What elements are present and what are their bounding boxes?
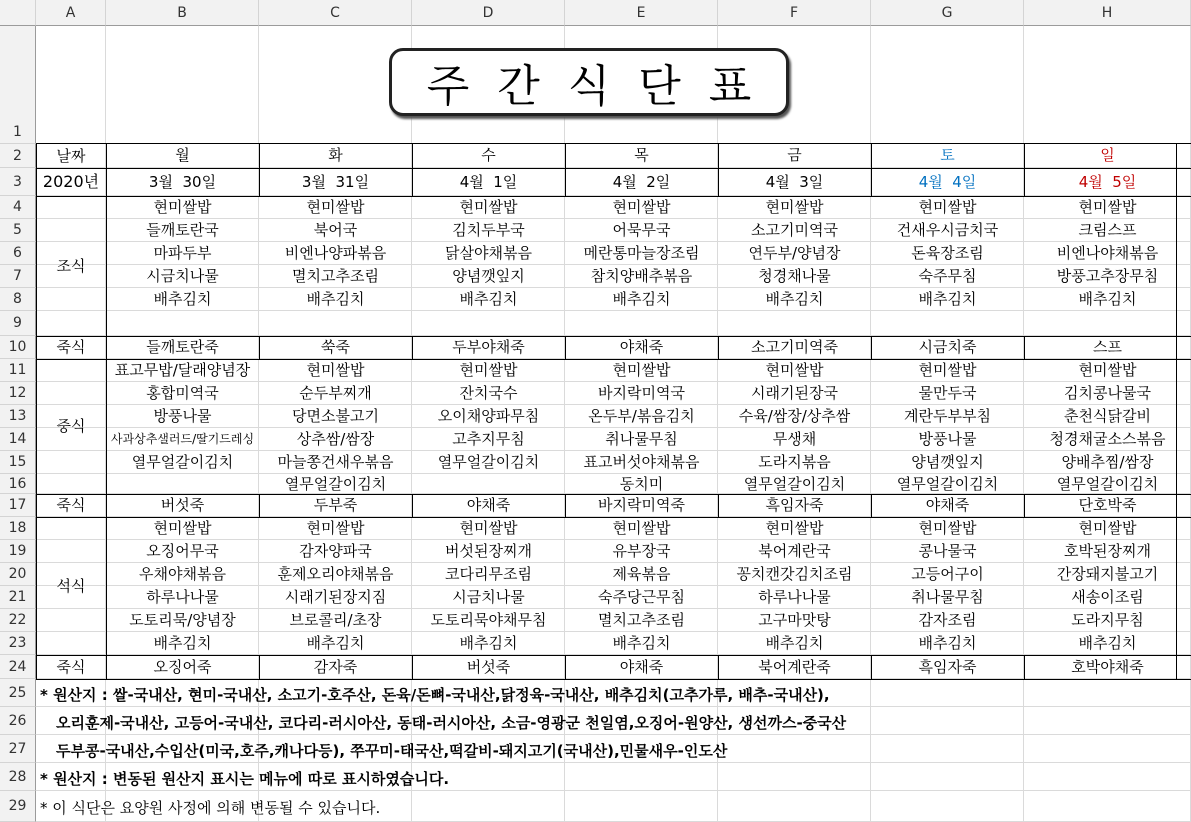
column-header-d[interactable]: D xyxy=(412,0,565,26)
date-cell: 4월 4일 xyxy=(918,173,977,191)
breakfast-item: 마파두부 xyxy=(153,244,212,262)
dinner-item: 코다리무조림 xyxy=(445,565,532,583)
meal-label-breakfast: 조식 xyxy=(56,257,86,275)
breakfast-item: 현미쌀밥 xyxy=(918,198,977,216)
breakfast-item: 북어국 xyxy=(313,221,358,239)
weekday-header: 토 xyxy=(940,146,955,164)
row-header[interactable]: 19 xyxy=(0,540,36,563)
breakfast-item: 양념깻잎지 xyxy=(452,267,525,285)
date-cell: 3월 30일 xyxy=(148,173,217,191)
dinner-item: 오징어무국 xyxy=(146,542,219,560)
dinner-item: 간장돼지불고기 xyxy=(1056,565,1159,583)
dinner-item: 우채야채볶음 xyxy=(139,565,226,583)
row-header[interactable]: 28 xyxy=(0,763,36,791)
dinner-item: 호박된장찌개 xyxy=(1064,542,1151,560)
meal-label-porridge-am: 죽식 xyxy=(56,338,86,356)
dinner-item: 감자양파국 xyxy=(299,542,372,560)
breakfast-item: 현미쌀밥 xyxy=(1078,198,1137,216)
breakfast-item: 소고기미역국 xyxy=(751,221,838,239)
breakfast-item: 배추김치 xyxy=(765,290,824,308)
dinner-item: 배추김치 xyxy=(918,634,977,652)
porridge-item: 들깨토란죽 xyxy=(146,338,219,356)
lunch-item: 방풍나물 xyxy=(918,430,977,448)
dinner-item: 취나물무침 xyxy=(911,588,984,606)
dinner-item: 새송이조림 xyxy=(1071,588,1144,606)
column-header-b[interactable]: B xyxy=(106,0,259,26)
porridge-item: 흑임자죽 xyxy=(765,496,824,514)
row-header[interactable]: 18 xyxy=(0,517,36,540)
gridline xyxy=(36,706,1191,707)
row-header[interactable]: 15 xyxy=(0,451,36,474)
breakfast-item: 비엔나야채볶음 xyxy=(1056,244,1159,262)
lunch-item: 취나물무침 xyxy=(605,430,678,448)
column-header-h[interactable]: H xyxy=(1024,0,1191,26)
origin-note-4: * 원산지 : 변동된 원산지 표시는 메뉴에 따로 표시하였습니다. xyxy=(40,770,450,788)
date-cell: 4월 3일 xyxy=(765,173,824,191)
row-header[interactable]: 9 xyxy=(0,311,36,336)
breakfast-item: 시금치나물 xyxy=(146,267,219,285)
breakfast-item: 배추김치 xyxy=(459,290,518,308)
origin-note-2: 오리훈제-국내산, 고등어-국내산, 코다리-러시아산, 동태-러시아산, 소금-영광군 천일염,오징어-원양산, 생선까스-중국산 xyxy=(56,714,847,732)
column-header-g[interactable]: G xyxy=(871,0,1024,26)
column-header-f[interactable]: F xyxy=(718,0,871,26)
breakfast-item xyxy=(565,311,718,336)
row-header[interactable]: 11 xyxy=(0,359,36,382)
dinner-item: 멸치고추조림 xyxy=(598,611,685,629)
porridge-item: 버섯죽 xyxy=(160,496,205,514)
row-header[interactable]: 20 xyxy=(0,563,36,586)
weekday-header: 화 xyxy=(328,146,343,164)
dinner-item: 하루나나물 xyxy=(758,588,831,606)
lunch-item: 김치콩나물국 xyxy=(1064,384,1151,402)
row-header[interactable]: 1 xyxy=(0,26,36,144)
row-header[interactable]: 5 xyxy=(0,219,36,242)
weekday-header: 수 xyxy=(481,146,496,164)
lunch-item: 수육/쌈장/상추쌈 xyxy=(738,407,851,425)
lunch-item: 양배추찜/쌈장 xyxy=(1061,453,1154,471)
row-header[interactable]: 21 xyxy=(0,586,36,609)
porridge-item: 야채죽 xyxy=(466,496,511,514)
lunch-item: 도라지볶음 xyxy=(758,453,831,471)
breakfast-item xyxy=(106,311,259,336)
meal-label-porridge-night: 죽식 xyxy=(56,658,86,676)
lunch-item: 열무얼갈이김치 xyxy=(284,475,387,493)
breakfast-item: 멸치고추조림 xyxy=(292,267,379,285)
lunch-item: 오이채양파무침 xyxy=(437,407,540,425)
row-header[interactable]: 10 xyxy=(0,336,36,359)
lunch-item: 무생채 xyxy=(772,430,817,448)
dinner-item: 현미쌀밥 xyxy=(153,519,212,537)
row-header[interactable]: 23 xyxy=(0,632,36,655)
lunch-item: 잔치국수 xyxy=(459,384,518,402)
lunch-item: 온두부/볶음김치 xyxy=(588,407,695,425)
lunch-item: 열무얼갈이김치 xyxy=(437,453,540,471)
dinner-item: 유부장국 xyxy=(612,542,671,560)
date-cell: 4월 2일 xyxy=(612,173,671,191)
breakfast-item: 현미쌀밥 xyxy=(765,198,824,216)
table-border xyxy=(36,679,1191,680)
lunch-item: 현미쌀밥 xyxy=(306,361,365,379)
select-all-corner[interactable] xyxy=(0,0,36,26)
dinner-item: 현미쌀밥 xyxy=(918,519,977,537)
origin-note-1: * 원산지 : 쌀-국내산, 현미-국내산, 소고기-호주산, 돈육/돈뼈-국내산,닭정육-국내산, 배추김치(고추가루, 배추-국내산), xyxy=(40,686,830,704)
row-header[interactable]: 27 xyxy=(0,735,36,763)
row-header[interactable]: 26 xyxy=(0,707,36,735)
row-header[interactable]: 16 xyxy=(0,474,36,494)
breakfast-item: 연두부/양념장 xyxy=(748,244,841,262)
dinner-item: 배추김치 xyxy=(612,634,671,652)
weekday-header: 목 xyxy=(634,146,649,164)
dinner-item: 숙주당근무침 xyxy=(598,588,685,606)
breakfast-item: 배추김치 xyxy=(153,290,212,308)
breakfast-item: 건새우시금치국 xyxy=(896,221,999,239)
porridge-item: 두부죽 xyxy=(313,496,358,514)
row-header[interactable]: 6 xyxy=(0,242,36,265)
row-header[interactable]: 29 xyxy=(0,791,36,822)
porridge-item: 흑임자죽 xyxy=(918,658,977,676)
dinner-item: 배추김치 xyxy=(153,634,212,652)
porridge-item: 바지락미역죽 xyxy=(598,496,685,514)
breakfast-item: 배추김치 xyxy=(1078,290,1137,308)
dinner-item: 현미쌀밥 xyxy=(306,519,365,537)
porridge-item: 야채죽 xyxy=(925,496,970,514)
lunch-item: 열무얼갈이김치 xyxy=(131,453,234,471)
schedule-note: * 이 식단은 요양원 사정에 의해 변동될 수 있습니다. xyxy=(40,799,381,817)
lunch-item: 계란두부부침 xyxy=(904,407,991,425)
row-header[interactable]: 7 xyxy=(0,265,36,288)
weekday-header: 월 xyxy=(175,146,190,164)
breakfast-item: 방풍고추장무침 xyxy=(1056,267,1159,285)
column-header-a[interactable]: A xyxy=(36,0,106,26)
row-header[interactable]: 25 xyxy=(0,679,36,707)
porridge-item: 야채죽 xyxy=(619,658,664,676)
breakfast-item xyxy=(871,311,1024,336)
meal-label-lunch: 중식 xyxy=(56,417,86,435)
meal-label-porridge-pm: 죽식 xyxy=(56,496,86,514)
lunch-item: 당면소불고기 xyxy=(292,407,379,425)
lunch-item: 홍합미역국 xyxy=(146,384,219,402)
dinner-item: 배추김치 xyxy=(459,634,518,652)
porridge-item: 버섯죽 xyxy=(466,658,511,676)
lunch-item: 사과상추샐러드/딸기드레싱 xyxy=(110,432,255,446)
breakfast-item: 참치양배추볶음 xyxy=(590,267,693,285)
year-label: 2020년 xyxy=(42,172,100,191)
porridge-item: 단호박죽 xyxy=(1078,496,1137,514)
gridline xyxy=(36,762,1191,763)
porridge-item: 시금치죽 xyxy=(918,338,977,356)
row-header[interactable]: 24 xyxy=(0,655,36,679)
breakfast-item: 현미쌀밥 xyxy=(153,198,212,216)
breakfast-item: 비엔나양파볶음 xyxy=(284,244,387,262)
breakfast-item: 크림스프 xyxy=(1078,221,1137,239)
dinner-item: 버섯된장찌개 xyxy=(445,542,532,560)
lunch-item: 현미쌀밥 xyxy=(459,361,518,379)
breakfast-item: 현미쌀밥 xyxy=(459,198,518,216)
lunch-item: 시래기된장국 xyxy=(751,384,838,402)
dinner-item: 배추김치 xyxy=(765,634,824,652)
lunch-item: 열무얼갈이김치 xyxy=(743,475,846,493)
breakfast-item: 닭살야채볶음 xyxy=(445,244,532,262)
dinner-item: 훈제오리야채볶음 xyxy=(277,565,394,583)
row-header[interactable]: 17 xyxy=(0,494,36,517)
lunch-item: 표고버섯야채볶음 xyxy=(583,453,700,471)
lunch-item: 방풍나물 xyxy=(153,407,212,425)
row-header[interactable]: 4 xyxy=(0,196,36,219)
breakfast-item: 김치두부국 xyxy=(452,221,525,239)
date-cell: 3월 31일 xyxy=(301,173,370,191)
lunch-item: 바지락미역국 xyxy=(598,384,685,402)
lunch-item: 표고무밥/달래양념장 xyxy=(114,361,251,379)
dinner-item: 브로콜리/초장 xyxy=(289,611,382,629)
breakfast-item: 돈육장조림 xyxy=(911,244,984,262)
porridge-item: 오징어죽 xyxy=(153,658,212,676)
breakfast-item xyxy=(1024,311,1191,336)
date-cell: 4월 5일 xyxy=(1078,173,1137,191)
title-box xyxy=(389,48,789,116)
lunch-item: 춘천식닭갈비 xyxy=(1064,407,1151,425)
date-label: 날짜 xyxy=(56,147,86,165)
porridge-item: 감자죽 xyxy=(313,658,358,676)
dinner-item: 고구마맛탕 xyxy=(758,611,831,629)
lunch-item: 상추쌈/쌈장 xyxy=(296,430,375,448)
lunch-item: 현미쌀밥 xyxy=(765,361,824,379)
dinner-item: 꽁치캔갓김치조림 xyxy=(736,565,853,583)
lunch-item xyxy=(412,474,565,494)
lunch-item: 현미쌀밥 xyxy=(612,361,671,379)
dinner-item: 도토리묵야채무침 xyxy=(430,611,547,629)
lunch-item: 동치미 xyxy=(619,475,664,493)
weekday-header: 금 xyxy=(787,146,802,164)
breakfast-item: 현미쌀밥 xyxy=(306,198,365,216)
dinner-item: 현미쌀밥 xyxy=(459,519,518,537)
dinner-item: 시래기된장지짐 xyxy=(284,588,387,606)
lunch-item: 현미쌀밥 xyxy=(918,361,977,379)
breakfast-item: 현미쌀밥 xyxy=(612,198,671,216)
lunch-item xyxy=(106,474,259,494)
dinner-item: 콩나물국 xyxy=(918,542,977,560)
dinner-item: 배추김치 xyxy=(306,634,365,652)
row-header[interactable]: 13 xyxy=(0,405,36,428)
row-header[interactable]: 12 xyxy=(0,382,36,405)
lunch-item: 청경채굴소스볶음 xyxy=(1049,430,1166,448)
lunch-item: 물만두국 xyxy=(918,384,977,402)
gridline xyxy=(36,790,1191,791)
dinner-item: 제육볶음 xyxy=(612,565,671,583)
dinner-item: 현미쌀밥 xyxy=(612,519,671,537)
dinner-item: 고등어구이 xyxy=(911,565,984,583)
column-header-c[interactable]: C xyxy=(259,0,412,26)
lunch-item: 열무얼갈이김치 xyxy=(1056,475,1159,493)
dinner-item: 시금치나물 xyxy=(452,588,525,606)
breakfast-item: 배추김치 xyxy=(612,290,671,308)
origin-note-3: 두부콩-국내산,수입산(미국,호주,캐나다등), 쭈꾸미-태국산,떡갈비-돼지고기(국내산),민물새우-인도산 xyxy=(56,742,728,760)
lunch-item: 열무얼갈이김치 xyxy=(896,475,999,493)
breakfast-item: 들깨토란국 xyxy=(146,221,219,239)
dinner-item: 하루나나물 xyxy=(146,588,219,606)
gridline xyxy=(36,734,1191,735)
date-cell: 4월 1일 xyxy=(459,173,518,191)
row-header[interactable]: 3 xyxy=(0,168,36,196)
porridge-item: 호박야채죽 xyxy=(1071,658,1144,676)
dinner-item: 배추김치 xyxy=(1078,634,1137,652)
row-header[interactable]: 14 xyxy=(0,428,36,451)
column-header-e[interactable]: E xyxy=(565,0,718,26)
dinner-item: 현미쌀밥 xyxy=(765,519,824,537)
weekday-header: 일 xyxy=(1100,146,1115,164)
dinner-item: 도토리묵/양념장 xyxy=(129,611,236,629)
meal-label-dinner: 석식 xyxy=(56,577,86,595)
lunch-item: 마늘쫑건새우볶음 xyxy=(277,453,394,471)
page-title: 주간식단표 xyxy=(426,61,780,112)
lunch-item: 현미쌀밥 xyxy=(1078,361,1137,379)
porridge-item: 스프 xyxy=(1093,338,1122,356)
row-header[interactable]: 22 xyxy=(0,609,36,632)
row-header[interactable]: 8 xyxy=(0,288,36,311)
breakfast-item: 배추김치 xyxy=(306,290,365,308)
breakfast-item: 숙주무침 xyxy=(918,267,977,285)
lunch-item: 양념깻잎지 xyxy=(911,453,984,471)
porridge-item: 야채죽 xyxy=(619,338,664,356)
breakfast-item: 메란통마늘장조림 xyxy=(583,244,700,262)
lunch-item: 순두부찌개 xyxy=(299,384,372,402)
breakfast-item: 청경채나물 xyxy=(758,267,831,285)
dinner-item: 감자조림 xyxy=(918,611,977,629)
breakfast-item xyxy=(259,311,412,336)
porridge-item: 두부야채죽 xyxy=(452,338,525,356)
dinner-item: 현미쌀밥 xyxy=(1078,519,1137,537)
breakfast-item xyxy=(412,311,565,336)
dinner-item: 도라지무침 xyxy=(1071,611,1144,629)
row-header[interactable]: 2 xyxy=(0,144,36,168)
breakfast-item: 어묵무국 xyxy=(612,221,671,239)
dinner-item: 북어계란국 xyxy=(758,542,831,560)
porridge-item: 쑥죽 xyxy=(321,338,350,356)
porridge-item: 북어계란죽 xyxy=(758,658,831,676)
lunch-item: 고추지무침 xyxy=(452,430,525,448)
breakfast-item xyxy=(718,311,871,336)
porridge-item: 소고기미역죽 xyxy=(751,338,838,356)
breakfast-item: 배추김치 xyxy=(918,290,977,308)
